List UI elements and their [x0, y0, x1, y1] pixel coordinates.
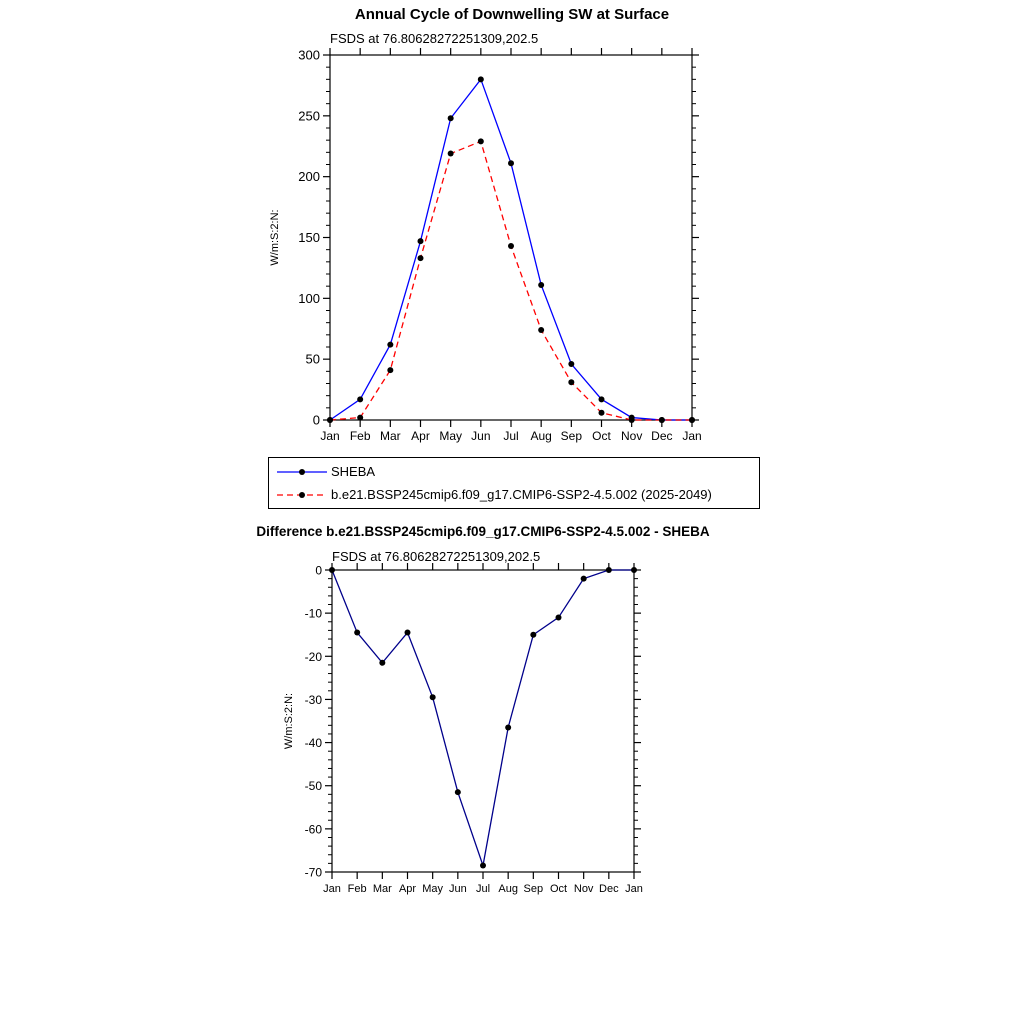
svg-text:Jan: Jan	[320, 429, 340, 443]
svg-text:0: 0	[315, 563, 322, 578]
svg-text:0: 0	[312, 412, 320, 428]
difference-chart-title: Difference b.e21.BSSP245cmip6.f09_g17.CMIP6-SSP2-4.5.002 - SHEBA	[256, 524, 710, 539]
svg-text:-60: -60	[304, 822, 322, 837]
svg-text:100: 100	[298, 290, 320, 306]
svg-text:Jul: Jul	[475, 883, 491, 895]
svg-text:-20: -20	[304, 649, 322, 664]
svg-text:300: 300	[298, 47, 320, 63]
svg-text:250: 250	[298, 108, 320, 124]
svg-text:Mar: Mar	[372, 883, 392, 895]
svg-text:-40: -40	[304, 736, 322, 751]
svg-text:150: 150	[298, 230, 320, 245]
svg-text:Jan: Jan	[323, 883, 341, 895]
svg-text:Jan: Jan	[682, 429, 702, 443]
legend-label-model: b.e21.BSSP245cmip6.f09_g17.CMIP6-SSP2-4.5.002 (2025-2049)	[331, 487, 712, 502]
svg-text:Jun: Jun	[448, 883, 467, 895]
svg-text:Sep: Sep	[523, 883, 544, 895]
top-chart-title: Annual Cycle of Downwelling SW at Surface	[354, 6, 670, 23]
svg-text:Nov: Nov	[620, 429, 643, 443]
svg-text:-10: -10	[304, 606, 322, 621]
svg-text:Aug: Aug	[498, 883, 518, 895]
svg-text:Feb: Feb	[347, 883, 367, 895]
svg-text:Feb: Feb	[349, 429, 371, 443]
difference-line-chart	[0, 460, 1024, 920]
svg-text:-50: -50	[304, 779, 322, 794]
svg-text:Oct: Oct	[592, 429, 611, 443]
svg-text:Aug: Aug	[530, 429, 552, 443]
svg-text:50: 50	[305, 351, 320, 367]
svg-text:Jan: Jan	[625, 883, 643, 895]
annual-cycle-line-chart	[0, 0, 1024, 455]
difference-chart-subtitle: FSDS at 76.80628272251309,202.5	[332, 549, 541, 564]
svg-text:200: 200	[298, 169, 320, 185]
legend-label-sheba: SHEBA	[331, 464, 376, 479]
svg-text:May: May	[439, 429, 463, 443]
svg-text:Jun: Jun	[471, 429, 491, 443]
svg-text:Apr: Apr	[411, 429, 430, 443]
svg-text:Apr: Apr	[398, 883, 417, 895]
svg-text:Jul: Jul	[503, 429, 519, 443]
top-chart-subtitle: FSDS at 76.80628272251309,202.5	[330, 31, 539, 46]
svg-text:Sep: Sep	[560, 429, 583, 443]
svg-text:-30: -30	[304, 692, 322, 707]
svg-text:Oct: Oct	[549, 883, 568, 895]
svg-text:Dec: Dec	[599, 883, 619, 895]
svg-text:Nov: Nov	[573, 883, 594, 895]
svg-text:-70: -70	[304, 865, 322, 880]
svg-text:May: May	[422, 883, 444, 895]
svg-text:Dec: Dec	[651, 429, 673, 443]
svg-text:W/m:S:2:N:: W/m:S:2:N:	[269, 209, 281, 266]
svg-text:W/m:S:2:N:: W/m:S:2:N:	[283, 692, 295, 750]
svg-text:Mar: Mar	[379, 429, 401, 443]
